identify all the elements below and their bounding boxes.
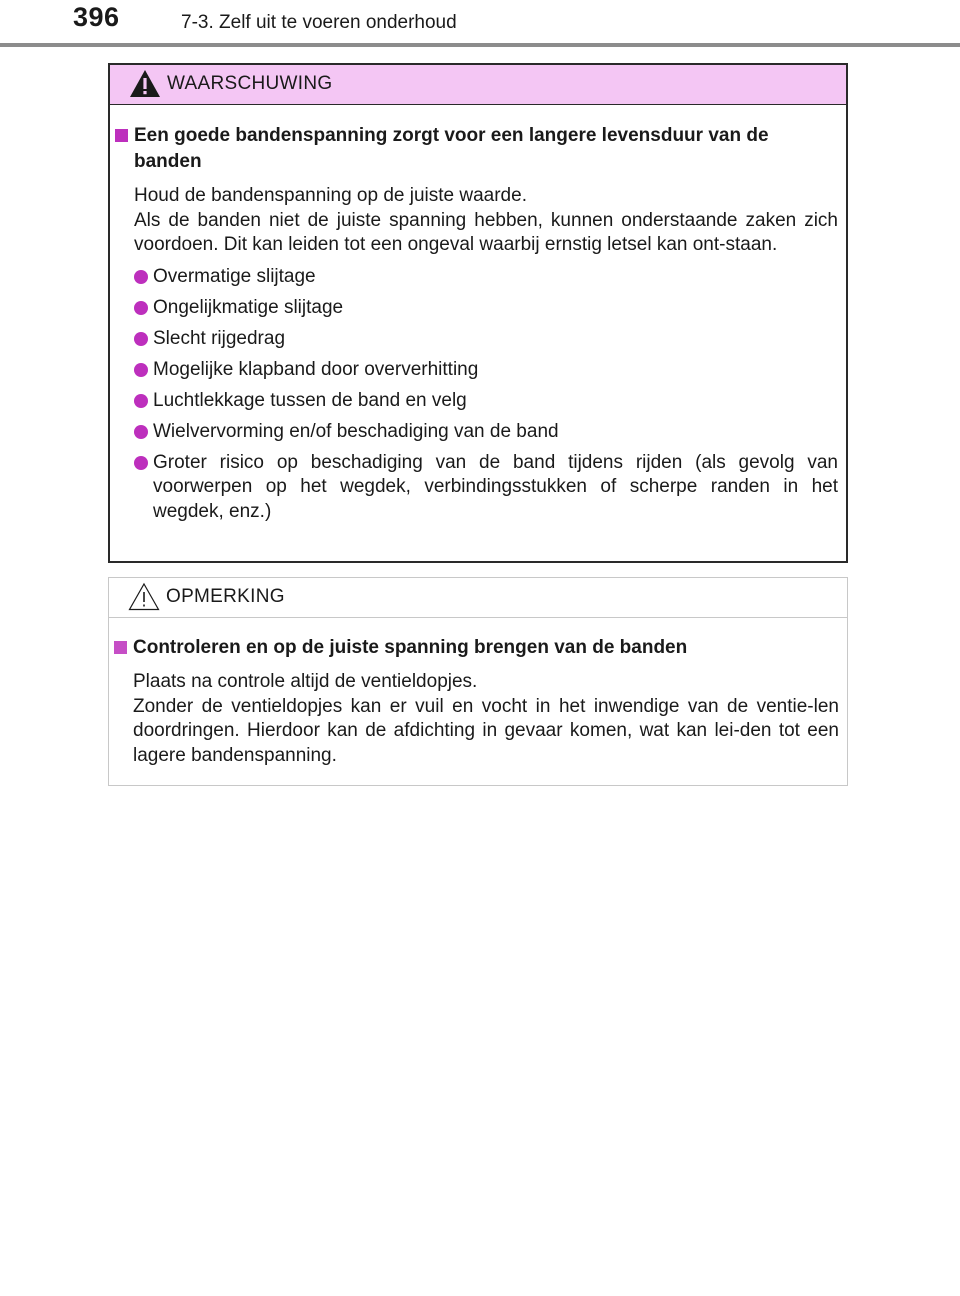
notice-line1: Plaats na controle altijd de ventieldopjes. xyxy=(133,671,478,692)
list-item-text: Slecht rijgedrag xyxy=(153,327,286,349)
bullet-dot-icon xyxy=(134,270,148,284)
notice-topic-heading xyxy=(131,635,839,661)
warning-title: WAARSCHUWING xyxy=(167,73,333,94)
header-divider xyxy=(0,43,960,47)
bullet-dot-icon xyxy=(134,456,148,470)
list-item xyxy=(132,265,838,290)
warning-intro-line1: Houd de bandenspanning op de juiste waarde. xyxy=(134,185,527,206)
notice-topic-text: Controleren en op de juiste spanning brengen van de banden xyxy=(133,637,688,658)
list-item xyxy=(132,389,838,414)
notice-line2: Zonder de ventieldopjes kan er vuil en vocht in het inwendige van de ventie-len doordringen. Hierdoor kan de afdichting in gevaar komen, wat kan lei-den tot een lagere bandenspanning. xyxy=(133,695,839,766)
list-item xyxy=(132,420,838,445)
warning-topic-text: Een goede bandenspanning zorgt voor een langere levensduur van de banden xyxy=(134,125,769,172)
warning-topic-heading xyxy=(132,123,838,175)
notice-box xyxy=(108,577,848,786)
warning-intro-line2: Als de banden niet de juiste spanning hebben, kunnen onderstaande zaken zich voordoen. Dit kan leiden tot een ongeval waarbij ernstig letsel kan ont-staan. xyxy=(134,209,838,255)
page-number: 396 xyxy=(73,2,120,32)
list-item-text: Wielvervorming en/of beschadiging van de band xyxy=(153,420,559,442)
list-item xyxy=(132,358,838,383)
bullet-dot-icon xyxy=(134,332,148,346)
notice-header xyxy=(109,578,847,618)
topic-square-icon xyxy=(114,641,127,654)
bullet-dot-icon xyxy=(134,425,148,439)
list-item-text: Mogelijke klapband door oververhitting xyxy=(153,358,479,380)
list-item xyxy=(132,451,838,525)
notice-body xyxy=(109,618,847,768)
notice-paragraph xyxy=(131,670,839,768)
bullet-dot-icon xyxy=(134,394,148,408)
section-title: 7-3. Zelf uit te voeren onderhoud xyxy=(181,12,457,33)
warning-bullet-list xyxy=(132,265,838,525)
list-item-text: Groter risico op beschadiging van de band tijdens rijden (als gevolg van voorwerpen op het wegdek, verbindingsstukken of scherpe randen in het wegdek, enz.) xyxy=(153,451,838,522)
warning-header xyxy=(110,65,846,105)
notice-title: OPMERKING xyxy=(166,586,285,607)
warning-body xyxy=(110,105,846,524)
list-item-text: Ongelijkmatige slijtage xyxy=(153,296,344,318)
list-item-text: Overmatige slijtage xyxy=(153,265,316,287)
page-header xyxy=(0,0,960,48)
bullet-dot-icon xyxy=(134,363,148,377)
notice-triangle-icon xyxy=(128,582,160,611)
bullet-dot-icon xyxy=(134,301,148,315)
warning-triangle-icon xyxy=(129,69,161,98)
warning-box xyxy=(108,63,848,563)
list-item xyxy=(132,327,838,352)
topic-square-icon xyxy=(115,129,128,142)
warning-intro xyxy=(132,184,838,258)
list-item xyxy=(132,296,838,321)
list-item-text: Luchtlekkage tussen de band en velg xyxy=(153,389,467,411)
